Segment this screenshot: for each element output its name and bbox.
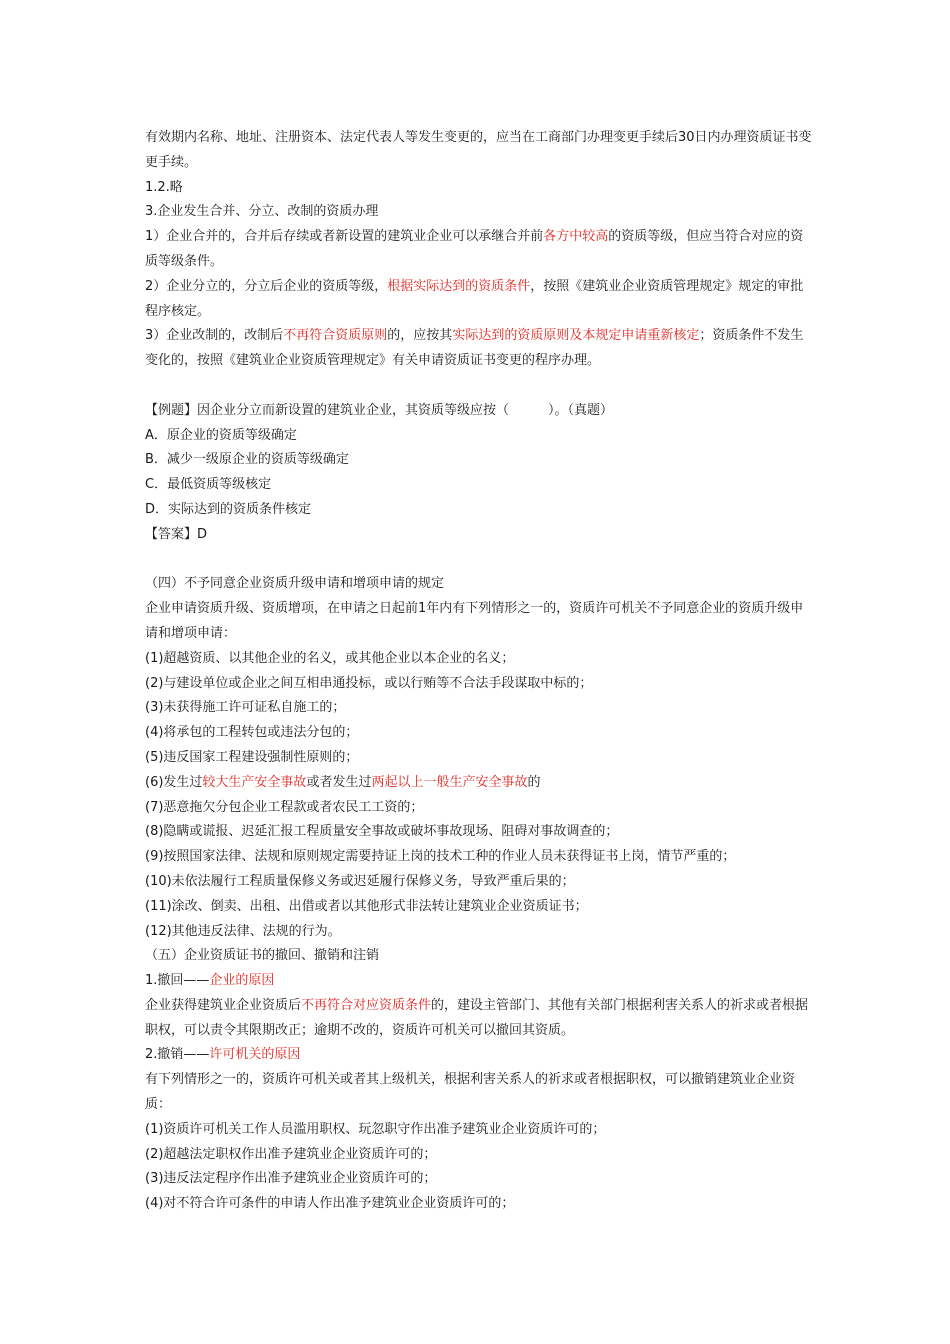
withdraw-paragraph: 企业获得建筑业企业资质后不再符合对应资质条件的，建设主管部门、其他有关部门根据利害关系人的祈求或者根据职权，可以责令其限期改正；逾期不改的，资质许可机关可以撤回其资质。 <box>145 997 809 1038</box>
list-item: (9)按照国家法律、法规和原则规定需要持证上岗的技术工种的作业人员未获得证书上岗，情节严重的； <box>145 849 736 865</box>
highlight-text: 企业的原因 <box>209 973 275 989</box>
list-item: (3)违反法定程序作出准予建筑业企业资质许可的； <box>145 1171 437 1187</box>
highlight-text: 各方中较高 <box>543 229 609 245</box>
list-item: (6)发生过较大生产安全事故或者发生过两起以上一般生产安全事故的 <box>145 774 541 790</box>
document-body <box>145 126 815 1217</box>
revoke-intro: 有下列情形之一的，资质许可机关或者其上级机关，根据利害关系人的祈求或者根据职权，可以撤销建筑业企业资质： <box>145 1072 796 1113</box>
highlight-text: 不再符合资质原则 <box>283 328 388 344</box>
highlight-text: 许可机关的原因 <box>209 1047 301 1063</box>
highlight-text: 较大生产安全事故 <box>202 774 307 790</box>
list-item: (4)将承包的工程转包或违法分包的； <box>145 725 359 741</box>
example-answer: 【答案】D <box>145 526 208 542</box>
paragraph-reform: 3）企业改制的，改制后不再符合资质原则的，应按其实际达到的资质原则及本规定申请重新核定；资质条件不发生变化的，按照《建筑业企业资质管理规定》有关申请资质证书变更的程序办理。 <box>145 328 804 369</box>
list-item: (3)未获得施工许可证私自施工的； <box>145 700 346 716</box>
blank-line <box>145 548 815 573</box>
highlight-text: 实际达到的资质原则及本规定申请重新核定 <box>452 328 700 344</box>
paragraph-merger: 1）企业合并的，合并后存续或者新设置的建筑业企业可以承继合并前各方中较高的资质等级，但应当符合对应的资质等级条件。 <box>145 229 804 269</box>
blank-line <box>145 374 815 399</box>
paragraph-omitted: 1.2.略 <box>145 179 183 195</box>
example-option: C．最低资质等级核定 <box>145 477 272 493</box>
list-item: (5)违反国家工程建设强制性原则的； <box>145 749 359 765</box>
paragraph-split: 2）企业分立的，分立后企业的资质等级，根据实际达到的资质条件，按照《建筑业企业资质管理规定》规定的审批程序核定。 <box>145 278 804 319</box>
list-item: (2)超越法定职权作出准予建筑业企业资质许可的； <box>145 1146 437 1162</box>
section-five-title: （五）企业资质证书的撤回、撤销和注销 <box>145 948 380 964</box>
revoke-heading: 2.撤销——许可机关的原因 <box>145 1047 301 1063</box>
example-option: D．实际达到的资质条件核定 <box>145 501 312 517</box>
list-item: (7)恶意拖欠分包企业工程款或者农民工工资的； <box>145 799 424 815</box>
example-option: A．原企业的资质等级确定 <box>145 427 297 443</box>
list-item: (11)涂改、倒卖、出租、出借或者以其他形式非法转让建筑业企业资质证书； <box>145 898 588 914</box>
highlight-text: 不再符合对应资质条件 <box>301 997 432 1013</box>
example-option: B．减少一级原企业的资质等级确定 <box>145 452 349 468</box>
section-four-intro: 企业申请资质升级、资质增项，在申请之日起前1年内有下列情形之一的，资质许可机关不予同意企业的资质升级申请和增项申请： <box>145 601 804 641</box>
list-item: (4)对不符合许可条件的申请人作出准予建筑业企业资质许可的； <box>145 1196 515 1212</box>
list-item: (1)超越资质、以其他企业的名义，或其他企业以本企业的名义； <box>145 650 515 666</box>
list-item: (2)与建设单位或企业之间互相串通投标，或以行贿等不合法手段谋取中标的； <box>145 675 593 691</box>
list-item: (8)隐瞒或谎报、迟延汇报工程质量安全事故或破坏事故现场、阻碍对事故调查的； <box>145 824 619 840</box>
section-four-title: （四）不予同意企业资质升级申请和增项申请的规定 <box>145 576 445 592</box>
highlight-text: 根据实际达到的资质条件 <box>387 278 531 294</box>
heading-merger-split-reform: 3.企业发生合并、分立、改制的资质办理 <box>145 204 379 220</box>
list-item: (10)未依法履行工程质量保修义务或迟延履行保修义务，导致严重后果的； <box>145 873 575 889</box>
paragraph-change-registration: 有效期内名称、地址、注册资本、法定代表人等发生变更的，应当在工商部门办理变更手续后30日内办理资质证书变更手续。 <box>145 130 812 170</box>
list-item: (12)其他违反法律、法规的行为。 <box>145 923 341 939</box>
highlight-text: 两起以上一般生产安全事故 <box>371 774 528 790</box>
withdraw-heading: 1.撤回——企业的原因 <box>145 973 275 989</box>
example-question: 【例题】因企业分立而新设置的建筑业企业，其资质等级应按（ ）。（真题） <box>145 402 614 418</box>
list-item: (1)资质许可机关工作人员滥用职权、玩忽职守作出准予建筑业企业资质许可的； <box>145 1121 606 1137</box>
